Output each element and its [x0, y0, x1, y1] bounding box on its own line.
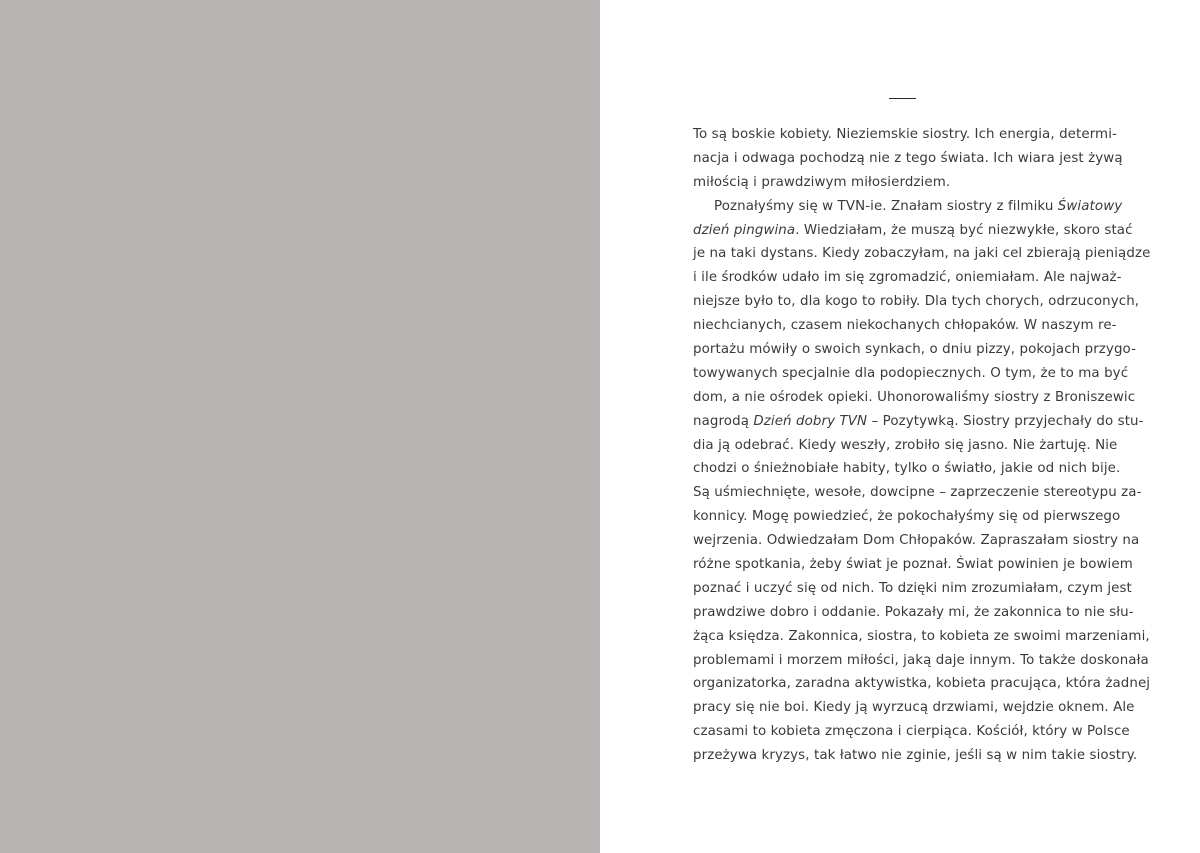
text-line — [693, 195, 1123, 219]
text-line — [693, 696, 1135, 720]
text-run: organizatorka, zaradna aktywistka, kobieta pracująca, która żadnej — [693, 676, 1151, 692]
text-run: niechcianych, czasem niekochanych chłopaków. W naszym re- — [693, 318, 1117, 334]
text-line — [693, 553, 1133, 577]
text-line — [693, 386, 1136, 410]
text-run: je na taki dystans. Kiedy zobaczyłam, na jaki cel zbierają pieniądze — [693, 246, 1151, 262]
text-line — [693, 481, 1142, 505]
text-run: żąca księdza. Zakonnica, siostra, to kobieta ze swoimi marzeniami, — [693, 628, 1150, 644]
text-line — [693, 744, 1138, 768]
text-line — [693, 457, 1121, 481]
text-line — [693, 266, 1122, 290]
text-line — [693, 577, 1132, 601]
text-run: niejsze było to, dla kogo to robiły. Dla tych chorych, odrzuconych, — [693, 294, 1140, 310]
text-line — [693, 410, 1144, 434]
text-run: czasami to kobieta zmęczona i cierpiąca. Kościół, który w Polsce — [693, 724, 1130, 740]
text-run: nacja i odwaga pochodzą nie z tego świata. Ich wiara jest żywą — [693, 150, 1123, 166]
text-line — [693, 720, 1130, 744]
text-line — [693, 505, 1121, 529]
text-line — [693, 338, 1137, 362]
text-line — [693, 147, 1123, 171]
text-line — [693, 171, 1113, 195]
italic-title: Światowy — [1057, 198, 1123, 214]
text-run: – Pozytywką. Siostry przyjechały do stu- — [867, 413, 1144, 429]
text-line — [693, 601, 1134, 625]
text-run: prawdziwe dobro i oddanie. Pokazały mi, że zakonnica to nie słu- — [693, 604, 1134, 620]
text-line — [693, 649, 1149, 673]
text-line — [693, 123, 1117, 147]
text-run: i ile środków udało im się zgromadzić, oniemiałam. Ale najważ- — [693, 270, 1122, 286]
ornament-dash — [889, 98, 916, 99]
text-line — [693, 314, 1117, 338]
text-run: portażu mówiły o swoich synkach, o dniu pizzy, pokojach przygo- — [693, 342, 1137, 358]
text-run: To są boskie kobiety. Nieziemskie siostry. Ich energia, determi- — [693, 127, 1117, 142]
italic-title: dzień pingwina — [693, 222, 796, 238]
text-line — [693, 242, 1151, 266]
text-run: dom, a nie ośrodek opieki. Uhonorowaliśmy siostry z Broniszewic — [693, 389, 1136, 405]
text-line — [693, 290, 1140, 314]
text-run: Poznałyśmy się w TVN-ie. Znałam siostry z filmiku — [714, 198, 1058, 214]
text-run: konnicy. Mogę powiedzieć, że pokochałyśmy się od pierwszego — [693, 509, 1121, 525]
text-run: nagrodą — [693, 413, 754, 429]
text-line — [693, 434, 1118, 458]
text-run: różne spotkania, żeby świat je poznał. Świat powinien je bowiem — [693, 557, 1133, 573]
text-run: przeżywa kryzys, tak łatwo nie zginie, jeśli są w nim takie siostry. — [693, 748, 1138, 764]
italic-title: Dzień dobry TVN — [753, 413, 868, 429]
text-run: pracy się nie boi. Kiedy ją wyrzucą drzwiami, wejdzie oknem. Ale — [693, 700, 1135, 716]
text-run: towywanych specjalnie dla podopiecznych. O tym, że to ma być — [693, 365, 1129, 381]
text-run: chodzi o śnieżnobiałe habity, tylko o światło, jakie od nich bije. — [693, 461, 1121, 477]
text-line — [693, 625, 1150, 649]
text-line — [693, 362, 1129, 386]
body-text — [693, 123, 1151, 768]
text-run: problemami i morzem miłości, jaką daje innym. To także doskonała — [693, 652, 1149, 668]
text-run: wejrzenia. Odwiedzałam Dom Chłopaków. Zapraszałam siostry na — [693, 533, 1140, 549]
text-run: miłością i prawdziwym miłosierdziem. — [693, 174, 951, 190]
text-line — [693, 219, 1133, 243]
text-run: Są uśmiechnięte, wesołe, dowcipne – zaprzeczenie stereotypu za- — [693, 485, 1142, 501]
text-run: dia ją odebrać. Kiedy weszły, zrobiło się jasno. Nie żartuję. Nie — [693, 437, 1118, 453]
text-run: poznać i uczyć się od nich. To dzięki nim zrozumiałam, czym jest — [693, 580, 1132, 596]
text-line — [693, 529, 1140, 553]
text-run: . Wiedziałam, że muszą być niezwykłe, skoro stać — [795, 222, 1133, 238]
text-line — [693, 672, 1151, 696]
right-page — [600, 0, 1200, 853]
